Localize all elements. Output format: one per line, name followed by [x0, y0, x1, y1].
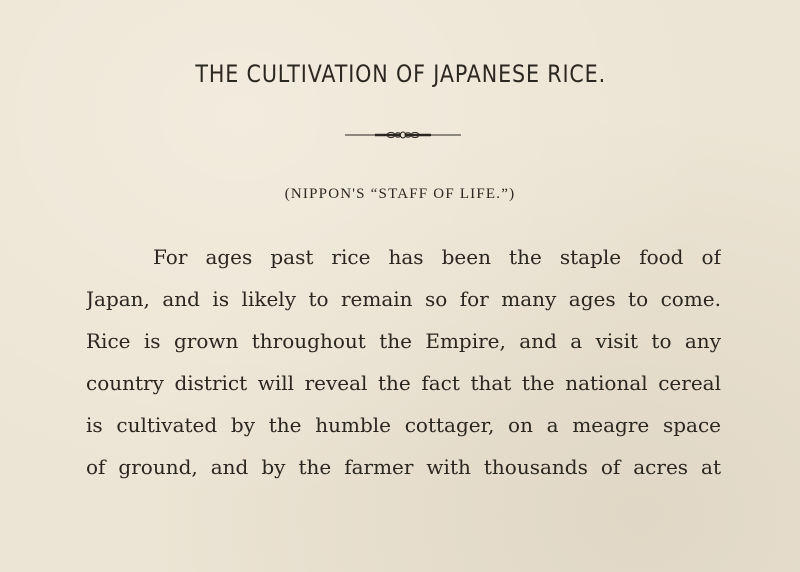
section-subtitle: (NIPPON'S “STAFF OF LIFE.”): [284, 186, 516, 202]
body-line: country district will reveal the fact that the national cereal: [86, 371, 721, 395]
page-title: THE CULTIVATION OF JAPANESE RICE.: [195, 60, 607, 88]
body-line: of ground, and by the farmer with thousands of acres at: [86, 455, 721, 479]
body-line: For ages past rice has been the staple food of: [153, 245, 721, 269]
divider-ornament-icon: [345, 128, 461, 142]
body-line: Rice is grown throughout the Empire, and a visit to any: [86, 329, 721, 353]
body-line: is cultivated by the humble cottager, on a meagre space: [86, 413, 721, 437]
body-line: Japan, and is likely to remain so for many ages to come.: [86, 287, 721, 311]
body-paragraph: [86, 236, 721, 488]
